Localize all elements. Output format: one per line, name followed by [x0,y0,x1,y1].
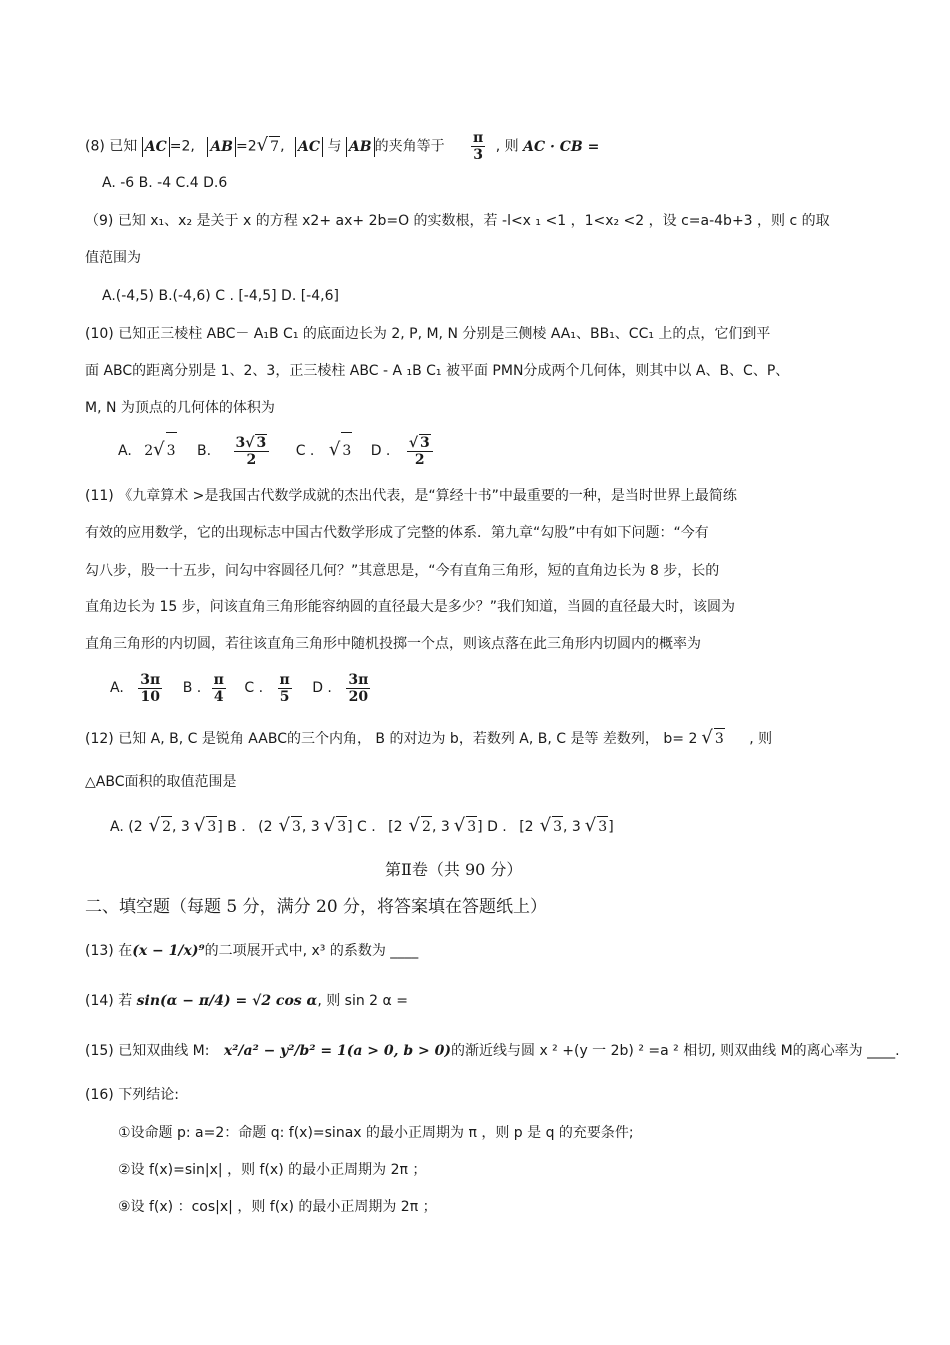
q12-d-r1: 3 [552,816,563,837]
q11-c-num: π [279,671,290,688]
q8-line [85,130,599,163]
q8-options: A. -6 B. -4 C.4 D.6 [102,175,228,191]
q12-b-r2: 3 [336,816,347,837]
q12-d-r2: 3 [597,816,608,837]
q11-d-den: 20 [348,688,369,705]
q14-expr: sin(α − π/4) = √2 cos α [136,993,318,1009]
q8-pi-den: 3 [473,147,484,163]
q11-b-frac [212,672,226,705]
q13-rest: 的二项展开式中, x³ 的系数为 ____ [204,943,419,959]
q10-a-coef: 2 [144,443,154,459]
q8-comma: , [280,138,285,155]
q12-line2: △ABC面积的取值范围是 [85,774,237,790]
q10-b-den: 2 [246,452,257,468]
part2-title: 第Ⅱ卷（共 90 分） [385,860,523,879]
q14-rest: , 则 sin 2 α = [317,993,408,1009]
q11-opt-d: D . [312,680,332,696]
q12-a-mid: , 3 [172,819,190,835]
q16-number: (16) [85,1087,114,1103]
section-heading: 二、填空题（每题 5 分，满分 20 分，将答案填在答题纸上） [85,897,548,917]
q8-number: (8) [85,138,105,155]
q9-line2: 值范围为 [85,250,141,266]
q15-text2: 的渐近线与圆 x ² +(y 一 2b) ² =a ² 相切, 则双曲线 M的离心率为 ____. [451,1043,900,1059]
q10-line3: M, N 为顶点的几何体的体积为 [85,400,275,416]
q10-c-sqrt: √ [328,439,341,460]
q11-d-num: 3π [348,671,369,688]
q12-options: A. (2 √ 2, 3 √ 3] B . (2 √ 3, 3 √ 3] C . [2 √ 2, 3 √ 3] D . [2 √ 3, 3 √ 3] [110,815,614,836]
q12-b-r1: 3 [291,816,302,837]
q8-angle: 的夹角等于 [374,138,445,155]
q12-a-r2: 3 [206,816,217,837]
q16-line [85,1085,179,1105]
q10-opt-b: B. [197,443,212,459]
q10-line1: (10) 已知正三棱柱 ABC－ A₁B C₁ 的底面边长为 2, P, M, N 分别是三侧棱 AA₁、BB₁、CC₁ 上的点，它们到平 [85,326,771,342]
q8-pi-num: π [473,130,484,146]
q12-d-start: [2 [519,819,534,835]
q10-b-rad: 3 [256,435,267,451]
q14-line [85,991,408,1011]
q8-yu: 与 [327,138,342,155]
q8-eq2r: =2 [236,138,257,155]
q12-b-start: (2 [258,819,273,835]
q12-sqrt: √ [701,727,713,748]
q15-text1: 已知双曲线 M: [118,1043,210,1059]
q10-d-den: 2 [414,452,425,468]
q10-d-frac: $\frac{√ 3}{2}$ [407,434,433,468]
q9-line1: （9) 已知 x₁、x₂ 是关于 x 的方程 x2+ ax+ 2b=O 的实数根，若 -l<x ₁ <1 ，1<x₂ <2 ，设 c=a-4b+3 ，则 c 的取 [85,213,830,229]
q10-d-rad: 3 [420,435,430,451]
q9-options: A.(-4,5) B.(-4,6) C . [-4,5] D. [-4,6] [102,288,339,304]
q12-b-rad: 3 [714,728,725,749]
q10-b-num: 3 [235,435,246,451]
q11-line2: 有效的应用数学，它的出现标志中国古代数学形成了完整的体系．第九章“勾股”中有如下问题：“今有 [85,525,709,541]
q12-a-r1: 2 [161,816,172,837]
q11-line5: 直角三角形的内切圆，若往该直角三角形中随机投掷一个点，则该点落在此三角形内切圆内的概率为 [85,636,701,652]
q10-opt-a: A. [118,443,132,459]
q10-a-sqrt: √ [153,439,165,460]
q11-c-den: 5 [279,688,290,705]
q8-vec-ac: AC [142,137,170,157]
q15-expr: x²/a² − y²/b² = 1(a > 0, b > 0) [223,1043,451,1059]
q10-c-rad: 3 [341,432,352,469]
q13-expr: (x − 1/x)⁹ [132,943,205,959]
q16-intro: 下列结论: [118,1087,179,1103]
q11-options [110,670,376,706]
q8-vec-ac2: AC [295,137,323,157]
q12-then: , 则 [749,731,773,747]
q12-c-mid: , 3 [431,819,450,835]
q10-line2: 面 ABC的距离分别是 1、2、3，正三棱柱 ABC - A ₁B C₁ 被平面 PMN分成两个几何体，则其中以 A、B、C、P、 [85,363,790,379]
q11-opt-a: A. [110,680,124,696]
q11-line4: 直角边长为 15 步，问该直角三角形能容纳圆的直径最大是多少？”我们知道，当圆的直径最大时，该圆为 [85,599,735,615]
q12-text: (12) 已知 A, B, C 是锐角 AABC的三个内角， B 的对边为 b，若数列 A, B, C 是等 差数列， b= 2 [85,731,698,747]
q14-number: (14) [85,993,114,1009]
q10-opt-c: C . [295,443,315,459]
q8-dot-expr: AC · CB = [523,138,600,155]
q11-d-frac [346,672,370,705]
q12-d-mid: , 3 [562,819,581,835]
q11-line1: (11) 《九章算术 >是我国古代数学成就的杰出代表，是“算经十书”中最重要的一种，是当时世界上最简练 [85,488,737,504]
q8-then: , 则 [495,138,519,155]
q11-a-frac [138,672,162,705]
q10-opt-d: D . [370,443,391,459]
q11-a-num: 3π [140,671,161,688]
q12-opt-a: A. (2 [110,819,143,835]
q14-if: 若 [118,993,133,1009]
q11-line3: 勾八步，股一十五步，问勾中容圆径几何？”其意思是，“今有直角三角形，短的直角边长为 8 步，长的 [85,563,720,579]
q12-c-end: ] D . [477,819,507,835]
q12-c-r1: 2 [421,816,432,837]
q11-opt-c: C . [244,680,264,696]
q12-d-end: ] [608,819,614,835]
q12-a-end: ] B . [217,819,246,835]
q12-b-mid: , 3 [301,819,320,835]
q12-c-start: [2 [388,819,403,835]
q11-a-den: 10 [140,688,160,705]
q11-b-num: π [213,671,224,688]
q12-b-end: ] C . [347,819,376,835]
q13-line [85,941,418,961]
q16-item1: ①设命题 p: a=2：命题 q: f(x)=sinax 的最小正周期为 π ，则 p 是 q 的充要条件; [118,1125,634,1141]
q11-opt-b: B . [182,680,202,696]
q8-sqrt-sign: √ [256,134,269,156]
q16-item2: ②设 f(x)=sin|x| ，则 f(x) 的最小正周期为 2π ； [118,1162,427,1178]
q8-vec-ab2: AB [346,137,375,157]
q8-rad7: 7 [269,136,280,157]
q10-b-frac: $\frac{3√ 3}{2}$ [234,434,270,468]
q8-eq2: =2, [169,138,195,155]
q13-number: (13) [85,943,114,959]
q8-vec-ab: AB [207,137,236,157]
q10-a-rad: 3 [166,432,177,469]
q8-pi-frac [471,130,485,163]
q8-known: 已知 [109,138,138,155]
q12-c-r2: 3 [466,816,477,837]
q16-item3: ⑨设 f(x) ：cos|x| ，则 f(x) 的最小正周期为 2π ； [118,1199,437,1215]
q10-options [118,432,439,469]
q15-number: (15) [85,1043,114,1059]
q13-in: 在 [118,943,133,959]
q12-line1 [85,728,772,749]
q15-line [85,1041,900,1061]
q11-b-den: 4 [213,688,224,705]
q11-c-frac [278,672,292,705]
